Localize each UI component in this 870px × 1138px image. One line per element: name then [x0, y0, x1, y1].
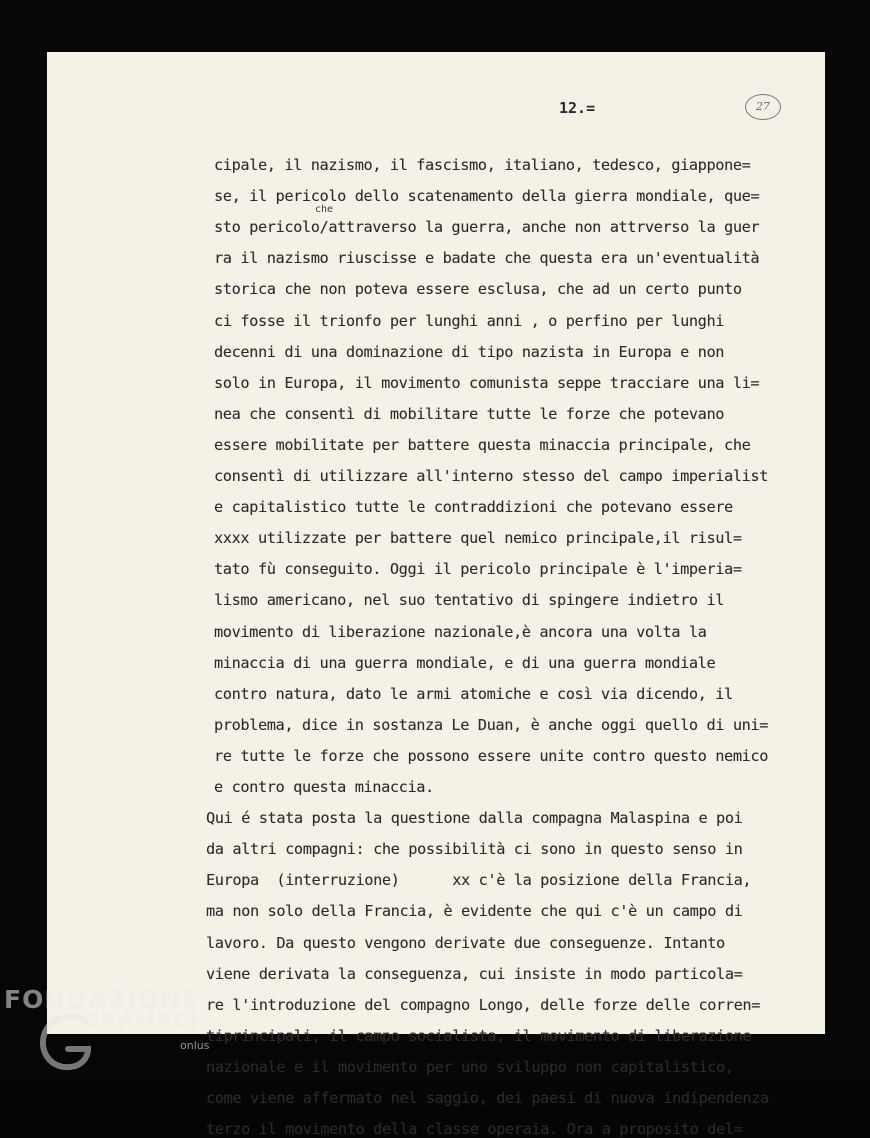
text-line: movimento di liberazione nazionale,è ancora una volta la: [214, 622, 707, 641]
text-line: Europa (interruzione) xx c'è la posizione della Francia,: [206, 871, 752, 890]
text-line: se, il pericolo dello scatenamento della gierra mondiale, que=: [214, 187, 760, 206]
fondazione-gramsci-watermark: [4, 985, 224, 1080]
text-line: sto pericolo/attraverso la guerra, anche non attrverso la guer: [214, 218, 760, 237]
text-line: lavoro. Da questo vengono derivate due conseguenze. Intanto: [206, 933, 725, 952]
text-line: solo in Europa, il movimento comunista seppe tracciare una li=: [214, 373, 760, 392]
text-line: nazionale e il movimento per uno sviluppo non capitalistico,: [206, 1057, 734, 1076]
text-line: cipale, il nazismo, il fascismo, italiano, tedesco, giappone=: [214, 156, 751, 174]
watermark-line-1: FONDAZIONE: [4, 985, 201, 1014]
text-line: e capitalistico tutte le contraddizioni che potevano essere: [214, 498, 733, 517]
text-line: re tutte le forze che possono essere unite contro questo nemico: [214, 746, 769, 765]
text-line: nea che consentì di mobilitare tutte le forze che potevano: [214, 404, 725, 423]
text-line: come viene affermato nel saggio, dei paesi di nuova indipendenza: [206, 1089, 769, 1107]
text-insertion: che: [315, 204, 334, 216]
text-line: storica che non poteva essere esclusa, che ad un certo punto: [214, 280, 742, 299]
text-line: e contro questa minaccia.: [214, 778, 434, 796]
text-line: Qui é stata posta la questione dalla compagna Malaspina e poi: [206, 809, 743, 828]
text-line: problema, dice in sostanza Le Duan, è anche oggi quello di uni=: [214, 715, 769, 734]
text-line: ci fosse il trionfo per lunghi anni , o perfino per lunghi: [214, 311, 725, 330]
text-line: da altri compagni: che possibilità ci sono in questo senso in: [206, 840, 743, 859]
text-line: contro natura, dato le armi atomiche e così via dicendo, il: [214, 684, 733, 703]
text-line: ma non solo della Francia, è evidente che qui c'è un campo di: [206, 902, 743, 921]
page-number: 12.=: [559, 99, 596, 117]
text-line: xxxx utilizzate per battere quel nemico principale,il risul=: [214, 529, 742, 548]
text-line: minaccia di una guerra mondiale, e di una guerra mondiale: [214, 653, 716, 672]
text-line: ra il nazismo riuscisse e badate che questa era un'eventualità: [214, 249, 760, 268]
text-line: decenni di una dominazione di tipo nazista in Europa e non: [214, 342, 725, 361]
text-line: tato fù conseguito. Oggi il pericolo principale è l'imperia=: [214, 560, 742, 579]
watermark-subtitle: onlus: [180, 1039, 210, 1052]
text-line: terzo il movimento della classe operaia. Ora a proposito del=: [206, 1120, 743, 1138]
text-line: tiprincipali, il campo socialista, il movimento di liberazione: [206, 1026, 752, 1045]
text-line: consentì di utilizzare all'interno stesso del campo imperialist: [214, 467, 769, 485]
text-line: re l'introduzione del compagno Longo, delle forze delle corren=: [206, 995, 761, 1014]
text-line: viene derivata la conseguenza, cui insiste in modo particola=: [206, 964, 743, 983]
text-line: essere mobilitate per battere questa minaccia principale, che: [214, 435, 751, 454]
archive-page-mark: 27: [745, 94, 781, 120]
text-line: lismo americano, nel suo tentativo di spingere indietro il: [214, 591, 725, 610]
watermark-line-2: GRAMSCI: [82, 1009, 200, 1033]
